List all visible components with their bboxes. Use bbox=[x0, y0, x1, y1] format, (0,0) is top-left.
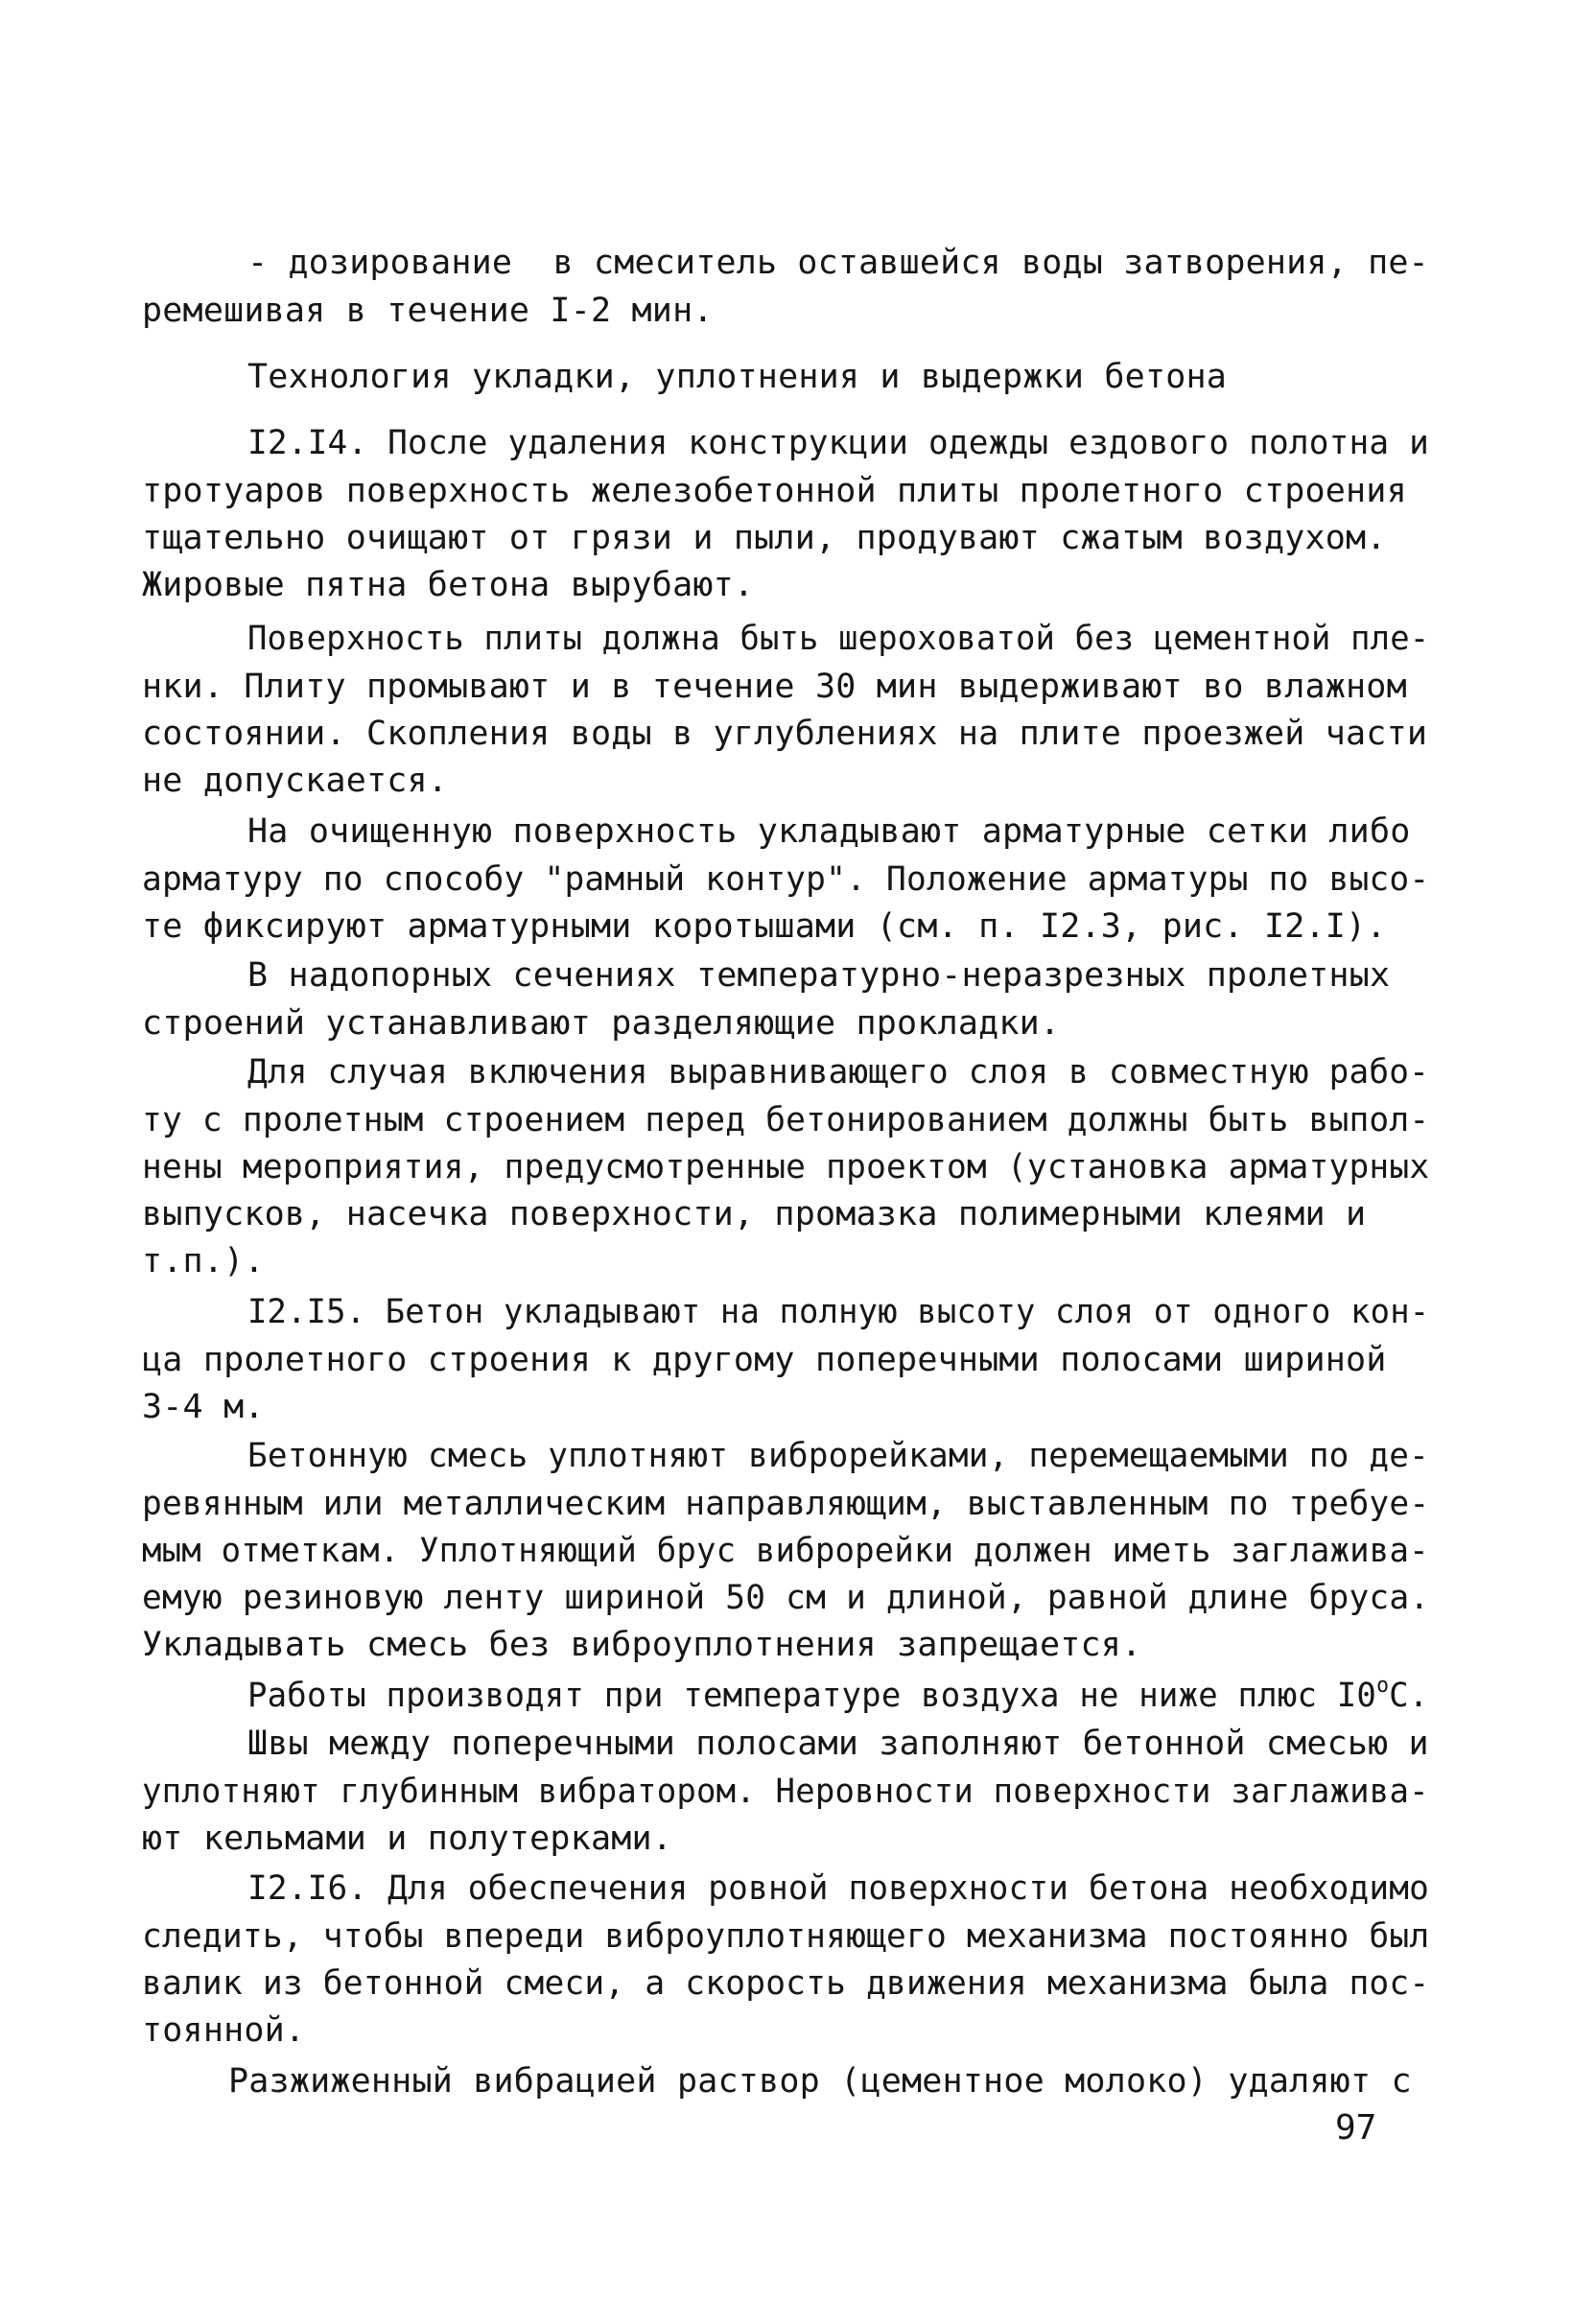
text-line: Поверхность плиты должна быть шероховатой без цементной пле- bbox=[247, 620, 1430, 658]
temperature-text: Работы производят при температуре воздуха не ниже плюс I0 bbox=[247, 1677, 1377, 1715]
text-line: ремешивая в течение I-2 мин. bbox=[142, 292, 714, 330]
text-line: строений устанавливают разделяющие прокладки. bbox=[142, 1004, 1061, 1043]
text-line: Для случая включения выравнивающего слоя в совместную рабо- bbox=[247, 1053, 1430, 1092]
text-line: ца пролетного строения к другому поперечными полосами шириной bbox=[142, 1341, 1387, 1379]
text-line: ревянным или металлическим направляющим, выставленным по требуе- bbox=[142, 1485, 1430, 1523]
text-line: емую резиновую ленту шириной 50 см и длиной, равной длине бруса. bbox=[142, 1579, 1430, 1617]
text-line: выпусков, насечка поверхности, промазка полимерными клеями и bbox=[142, 1195, 1367, 1233]
text-line: нки. Плиту промывают и в течение 30 мин выдерживают во влажном bbox=[142, 668, 1407, 706]
text-line: тоянной. bbox=[142, 2011, 306, 2050]
text-line: т.п.). bbox=[142, 1242, 265, 1280]
text-line: I2.I6. Для обеспечения ровной поверхности бетона необходимо bbox=[247, 1869, 1430, 1908]
text-line: Швы между поперечными полосами заполняют бетонной смесью и bbox=[247, 1725, 1429, 1763]
text-line: не допускается. bbox=[142, 762, 449, 800]
text-line: I2.I4. После удаления конструкции одежды ездового полотна и bbox=[247, 424, 1430, 462]
text-line: тщательно очищают от грязи и пыли, продувают сжатым воздухом. bbox=[142, 519, 1387, 557]
text-line: нены мероприятия, предусмотренные проектом (установка арматурных bbox=[142, 1148, 1430, 1186]
text-line bbox=[247, 1675, 1428, 1717]
text-line: тротуаров поверхность железобетонной плиты пролетного строения bbox=[142, 472, 1407, 510]
text-line: I2.I5. Бетон укладывают на полную высоту слоя от одного кон- bbox=[247, 1293, 1430, 1331]
page-number: 97 bbox=[1335, 2108, 1377, 2148]
section-heading: Технология укладки, уплотнения и выдержки бетона bbox=[247, 358, 1228, 396]
degree-superscript: o bbox=[1376, 1674, 1390, 1698]
text-line: арматуру по способу "рамный контур". Положение арматуры по высо- bbox=[142, 860, 1430, 899]
temperature-unit: C. bbox=[1389, 1677, 1429, 1715]
text-line: Укладывать смесь без виброуплотнения запрещается. bbox=[142, 1626, 1142, 1664]
text-line: валик из бетонной смеси, а скорость движения механизма была пос- bbox=[142, 1964, 1430, 2003]
text-line: уплотняют глубинным вибратором. Неровности поверхности заглажива- bbox=[142, 1773, 1429, 1811]
text-line: Жировые пятна бетона вырубают. bbox=[142, 566, 755, 604]
text-line: 3-4 м. bbox=[142, 1388, 265, 1426]
text-line: ту с пролетным строением перед бетонированием должны быть выпол- bbox=[142, 1101, 1430, 1139]
text-line: мым отметкам. Уплотняющий брус виброрейки должен иметь заглажива- bbox=[142, 1532, 1429, 1570]
text-line: В надопорных сечениях температурно-неразрезных пролетных bbox=[247, 956, 1391, 995]
text-line: ют кельмами и полутерками. bbox=[142, 1820, 673, 1858]
text-line: состоянии. Скопления воды в углублениях на плите проезжей части bbox=[142, 715, 1428, 753]
text-line: - дозирование в смеситель оставшейся воды затворения, пе- bbox=[247, 244, 1429, 282]
text-line: те фиксируют арматурными коротышами (см. п. I2.3, рис. I2.I). bbox=[142, 907, 1387, 946]
text-line: На очищенную поверхность укладывают арматурные сетки либо bbox=[247, 812, 1411, 851]
text-line: Бетонную смесь уплотняют виброрейками, перемещаемыми по де- bbox=[247, 1437, 1430, 1475]
text-line: следить, чтобы впереди виброуплотняющего механизма постоянно был bbox=[142, 1917, 1430, 1956]
text-line: Разжиженный вибрацией раствор (цементное молоко) удаляют с bbox=[228, 2062, 1412, 2101]
